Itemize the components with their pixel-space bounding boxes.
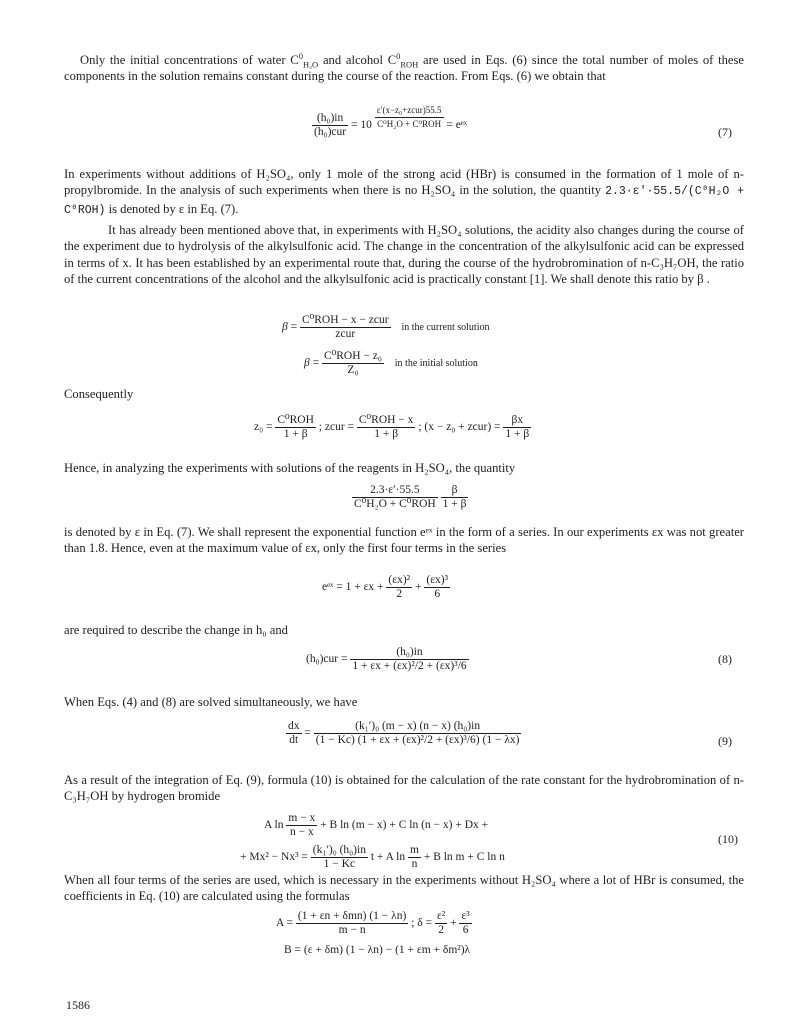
eq9-lhs-num: dx bbox=[288, 720, 300, 732]
paragraph-series: is denoted by ε in Eq. (7). We shall represent the exponential function eᵉˣ in the form of a series. In our experiments εx was not greater than 1.8. Hence, even at the maximum value of εx, only the first four terms in the series bbox=[64, 525, 744, 556]
z0-lhs: z₀ = bbox=[254, 421, 273, 434]
eps-den1: C⁰H₂O + C⁰ROH bbox=[354, 498, 436, 510]
eq7-lhs-den: (h₀)cur bbox=[314, 126, 347, 138]
series-t2-num: (εx)³ bbox=[426, 574, 449, 586]
equation-10-line2 bbox=[240, 844, 505, 871]
zcur-num: C⁰ROH − x bbox=[358, 414, 414, 426]
paragraph-solved: When Eqs. (4) and (8) are solved simultaneously, we have bbox=[64, 695, 358, 709]
para1-text-c: are used in Eqs. (6) since the total number of moles of these components in the solution remains constant during the course of the reaction. From Eqs. (6) we obtain that bbox=[64, 53, 744, 84]
eq10-l1b: + B ln (m − x) + C ln (n − x) + Dx + bbox=[320, 819, 489, 832]
series-t1-num: (εx)² bbox=[388, 574, 411, 586]
epsilon-equation bbox=[352, 484, 468, 511]
eq7-rhs: = eᵉˣ bbox=[446, 119, 468, 132]
eq10-l2c: + B ln m + C ln n bbox=[423, 851, 505, 864]
page-number: 1586 bbox=[66, 998, 90, 1012]
coef-d-den1: 2 bbox=[438, 924, 444, 936]
z0-den: 1 + β bbox=[283, 428, 308, 440]
eq10-l2-den: 1 − Kc bbox=[323, 858, 356, 870]
eq9-number: (9) bbox=[718, 734, 732, 748]
beta-eq-current: β = $\frac{\text{C⁰ROH − x − zcur}}{\text{zcur}}$ in the current solution bbox=[282, 314, 490, 340]
eq10-l1a: A ln bbox=[264, 819, 284, 832]
paragraph-required: are required to describe the change in h₀ and bbox=[64, 623, 288, 637]
eq9-lhs-den: dt bbox=[289, 734, 299, 746]
eq10-l2-num2: m bbox=[410, 844, 419, 856]
zcur-lhs: ; zcur = bbox=[318, 421, 355, 434]
z0-num: C⁰ROH bbox=[277, 414, 314, 426]
eq10-l1-num: m − x bbox=[288, 812, 316, 824]
paragraph-hence: Hence, in analyzing the experiments with solutions of the reagents in H₂SO₄, the quantity bbox=[64, 461, 516, 475]
eq10-l2a: + Mx² − Nx³ = bbox=[240, 851, 308, 864]
beta1-num: C⁰ROH − x − zcur bbox=[301, 314, 389, 326]
diff-lhs: ; (x − z₀ + zcur) = bbox=[418, 421, 501, 434]
eq8-number: (8) bbox=[718, 652, 732, 666]
eq7-lhs-num: (h₀)in bbox=[312, 112, 348, 126]
eps-den2: 1 + β bbox=[442, 498, 467, 510]
beta2-num: C⁰ROH − z₀ bbox=[323, 350, 382, 362]
paragraph-acidity: It has already been mentioned above that, in experiments with H₂SO₄ solutions, the acidity also changes during the course of the experiment due to hydrolysis of the alkylsulfonic acid. The change in the concentration of the alkylsulfonic acid can be expressed in terms of x. It has been established by an experimental route that, during the course of the hydrobromination of n-C₃H₇OH, the ratio of the current concentrations of the alcohol and the alkylsulfonic acid is practically constant [1]. We shall denote this ratio by β . bbox=[64, 223, 744, 287]
equation-7 bbox=[312, 105, 468, 139]
coefficient-a-delta bbox=[276, 910, 472, 937]
beta2-den: Z₀ bbox=[347, 364, 359, 376]
consequently-label: Consequently bbox=[64, 387, 134, 401]
eps-num2: β bbox=[441, 484, 469, 498]
eq7-exp-den: C⁰H₂O + C⁰ROH bbox=[377, 119, 442, 129]
zcur-den: 1 + β bbox=[374, 428, 399, 440]
coef-d-plus: + bbox=[450, 917, 457, 930]
paragraph-intro: Only the initial concentrations of water $C^0_{H_2O}$ and alcohol $C^0_{ROH}$ are used in Eqs. (6) since the total number of moles of these components in the solution remains constant during the course of the reaction. From Eqs. (6) we obtain that bbox=[64, 50, 744, 84]
para2-tail: is denoted by ε in Eq. (7). bbox=[108, 201, 239, 216]
paragraph-coefficients: When all four terms of the series are used, which is necessary in the experiments without H₂SO₄ where a lot of HBr is consumed, the coefficients in Eq. (10) are calculated using the formulas bbox=[64, 873, 744, 904]
beta1-den: zcur bbox=[335, 328, 356, 340]
equation-10-line1 bbox=[264, 812, 488, 839]
beta1-note: in the current solution bbox=[401, 322, 490, 334]
eq10-l2-den2: n bbox=[411, 858, 418, 870]
series-lhs: eᵉˣ = 1 + εx + bbox=[322, 581, 384, 594]
eq9-num: (k₁′)₀ (m − x) (n − x) (h₀)in bbox=[314, 720, 522, 734]
eq8-lhs: (h₀)cur = bbox=[306, 653, 348, 666]
z-equations bbox=[254, 414, 531, 441]
coef-d-den2: 6 bbox=[462, 924, 469, 936]
coef-a-num: (1 + εn + δmn) (1 − λn) bbox=[297, 910, 407, 922]
eq9-den: (1 − Kc) (1 + εx + (εx)²/2 + (εx)³/6) (1 − λx) bbox=[315, 734, 520, 746]
diff-num: βx bbox=[503, 414, 531, 428]
para2-text: In experiments without additions of H₂SO₄, only 1 mole of the strong acid (HBr) is consumed in the formation of 1 mole of n-propylbromide. In the analysis of such experiments when there is no H₂SO₄ in the solution, the quantity bbox=[64, 167, 744, 198]
eq10-l2-num: (k₁′)₀ (h₀)in bbox=[312, 844, 366, 856]
series-plus: + bbox=[414, 581, 422, 594]
paragraph-no-h2so4 bbox=[64, 166, 744, 219]
eq10-l2b: t + A ln bbox=[370, 851, 406, 864]
para1-text-a: Only the initial concentrations of water C bbox=[80, 53, 299, 67]
paragraph-integration: As a result of the integration of Eq. (9), formula (10) is obtained for the calculation of the rate constant for the hydrobromination of n-C₃H₇OH by hydrogen bromide bbox=[64, 773, 744, 804]
series-t1-den: 2 bbox=[396, 588, 403, 600]
coef-a-den: m − n bbox=[338, 924, 366, 936]
series-equation bbox=[322, 574, 450, 601]
eq8-den: 1 + εx + (εx)²/2 + (εx)³/6 bbox=[352, 660, 467, 672]
coef-d-num1: ε² bbox=[436, 910, 446, 922]
para1-text-b: and alcohol C bbox=[322, 53, 397, 67]
series-t2-den: 6 bbox=[434, 588, 441, 600]
para2-mono: 2.3·ε′·55.5/(C⁰H₂O + C⁰ROH) bbox=[64, 185, 745, 217]
coefficient-b: B = (ε + δm) (1 − λn) − (1 + εm + δm²)λ bbox=[284, 944, 471, 956]
eq7-number: (7) bbox=[718, 125, 732, 139]
eq8-num: (h₀)in bbox=[350, 646, 468, 660]
eq10-l1-den: n − x bbox=[289, 826, 314, 838]
eq10-number: (10) bbox=[718, 832, 738, 846]
coef-d-num2: ε³ bbox=[461, 910, 470, 922]
eps-num1: 2.3·ε′·55.5 bbox=[352, 484, 438, 498]
eq7-exp-num: ε′(x−z₀+zcur)55.5 bbox=[375, 104, 444, 118]
beta2-note: in the initial solution bbox=[394, 358, 478, 370]
coef-a-lhs: A = bbox=[276, 917, 294, 930]
equation-8 bbox=[306, 646, 469, 673]
equation-9: $\frac{dx}{dt}$ = $\frac{\text{(k₁′)₀ (m − x) (n − x) (h₀)in}}{\text{(1 − Kc) (1 + εx + (εx)²/2 + (εx)³/6) (1 − λx)}}$ bbox=[288, 720, 520, 746]
beta-eq-initial: β = $\frac{\text{C⁰ROH − z₀}}{\text{Z₀}}$ in the initial solution bbox=[304, 350, 478, 376]
diff-den: 1 + β bbox=[505, 428, 530, 440]
eq7-ten: = 10 bbox=[350, 119, 372, 132]
coef-delta-lhs: ; δ = bbox=[411, 917, 433, 930]
